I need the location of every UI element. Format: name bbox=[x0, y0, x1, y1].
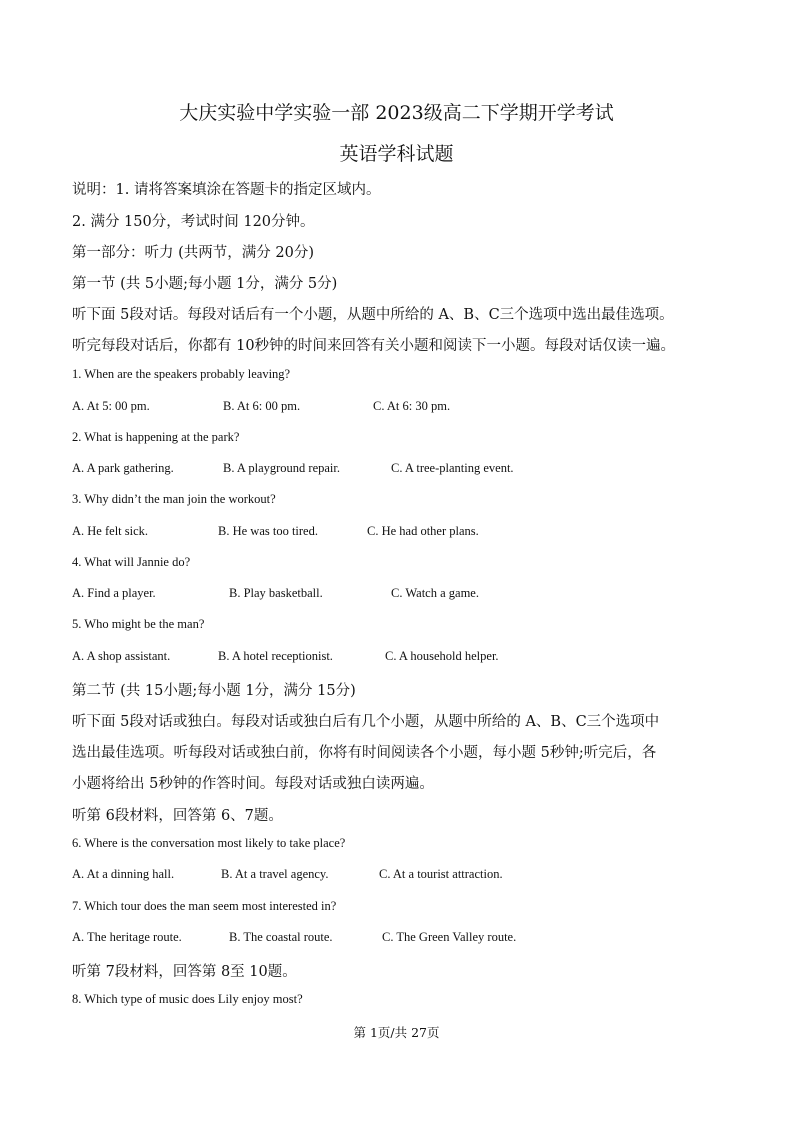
q2-option-c: C. A tree-planting event. bbox=[391, 461, 514, 475]
section2-heading: 第二节 (共 15小题;每小题 1分，满分 15分) bbox=[72, 683, 356, 699]
note-line-1: 说明：1. 请将答案填涂在答题卡的指定区域内。 bbox=[72, 182, 381, 198]
q2-option-b: B. A playground repair. bbox=[223, 461, 340, 475]
q6-option-c: C. At a tourist attraction. bbox=[379, 867, 503, 881]
q4-option-b: B. Play basketball. bbox=[229, 586, 323, 600]
material-6-heading: 听第 6段材料，回答第 6、7题。 bbox=[72, 808, 283, 824]
q6-option-b: B. At a travel agency. bbox=[221, 867, 329, 881]
q4-option-a: A. Find a player. bbox=[72, 586, 156, 600]
exam-title: 大庆实验中学实验一部 2023级高二下学期开学考试 bbox=[179, 102, 614, 124]
q2-option-a: A. A park gathering. bbox=[72, 461, 174, 475]
part1-heading: 第一部分：听力 (共两节，满分 20分) bbox=[72, 245, 314, 261]
question-4: 4. What will Jannie do? bbox=[72, 555, 191, 569]
question-5: 5. Who might be the man? bbox=[72, 617, 205, 631]
question-8: 8. Which type of music does Lily enjoy most? bbox=[72, 992, 303, 1006]
note-line-2: 2. 满分 150分，考试时间 120分钟。 bbox=[72, 214, 315, 230]
section1-heading: 第一节 (共 5小题;每小题 1分，满分 5分) bbox=[72, 276, 338, 292]
section1-instruction-1: 听下面 5段对话。每段对话后有一个小题，从题中所给的 A、B、C三个选项中选出最佳选项。 bbox=[72, 307, 674, 323]
q5-option-b: B. A hotel receptionist. bbox=[218, 649, 333, 663]
q7-option-a: A. The heritage route. bbox=[72, 930, 182, 944]
question-2: 2. What is happening at the park? bbox=[72, 430, 240, 444]
page-footer: 第 1页/共 27页 bbox=[353, 1025, 440, 1040]
q1-option-a: A. At 5: 00 pm. bbox=[72, 399, 150, 413]
q3-option-c: C. He had other plans. bbox=[367, 524, 479, 538]
question-7: 7. Which tour does the man seem most interested in? bbox=[72, 899, 337, 913]
section2-instruction-3: 小题将给出 5秒钟的作答时间。每段对话或独白读两遍。 bbox=[72, 776, 434, 792]
question-1: 1. When are the speakers probably leaving? bbox=[72, 367, 291, 381]
q5-option-c: C. A household helper. bbox=[385, 649, 499, 663]
q7-option-b: B. The coastal route. bbox=[229, 930, 333, 944]
q3-option-b: B. He was too tired. bbox=[218, 524, 318, 538]
q6-option-a: A. At a dinning hall. bbox=[72, 867, 175, 881]
question-3: 3. Why didn’t the man join the workout? bbox=[72, 492, 276, 506]
q7-option-c: C. The Green Valley route. bbox=[382, 930, 517, 944]
q1-option-b: B. At 6: 00 pm. bbox=[223, 399, 301, 413]
section1-instruction-2: 听完每段对话后，你都有 10秒钟的时间来回答有关小题和阅读下一小题。每段对话仅读一遍。 bbox=[72, 338, 676, 354]
q3-option-a: A. He felt sick. bbox=[72, 524, 149, 538]
exam-subtitle: 英语学科试题 bbox=[339, 143, 454, 165]
q4-option-c: C. Watch a game. bbox=[391, 586, 479, 600]
material-7-heading: 听第 7段材料，回答第 8至 10题。 bbox=[72, 964, 297, 980]
q1-option-c: C. At 6: 30 pm. bbox=[373, 399, 451, 413]
section2-instruction-1: 听下面 5段对话或独白。每段对话或独白后有几个小题，从题中所给的 A、B、C三个选项中 bbox=[72, 714, 660, 730]
q5-option-a: A. A shop assistant. bbox=[72, 649, 171, 663]
section2-instruction-2: 选出最佳选项。听每段对话或独白前，你将有时间阅读各个小题，每小题 5秒钟;听完后，各 bbox=[72, 745, 657, 761]
question-6: 6. Where is the conversation most likely to take place? bbox=[72, 836, 346, 850]
